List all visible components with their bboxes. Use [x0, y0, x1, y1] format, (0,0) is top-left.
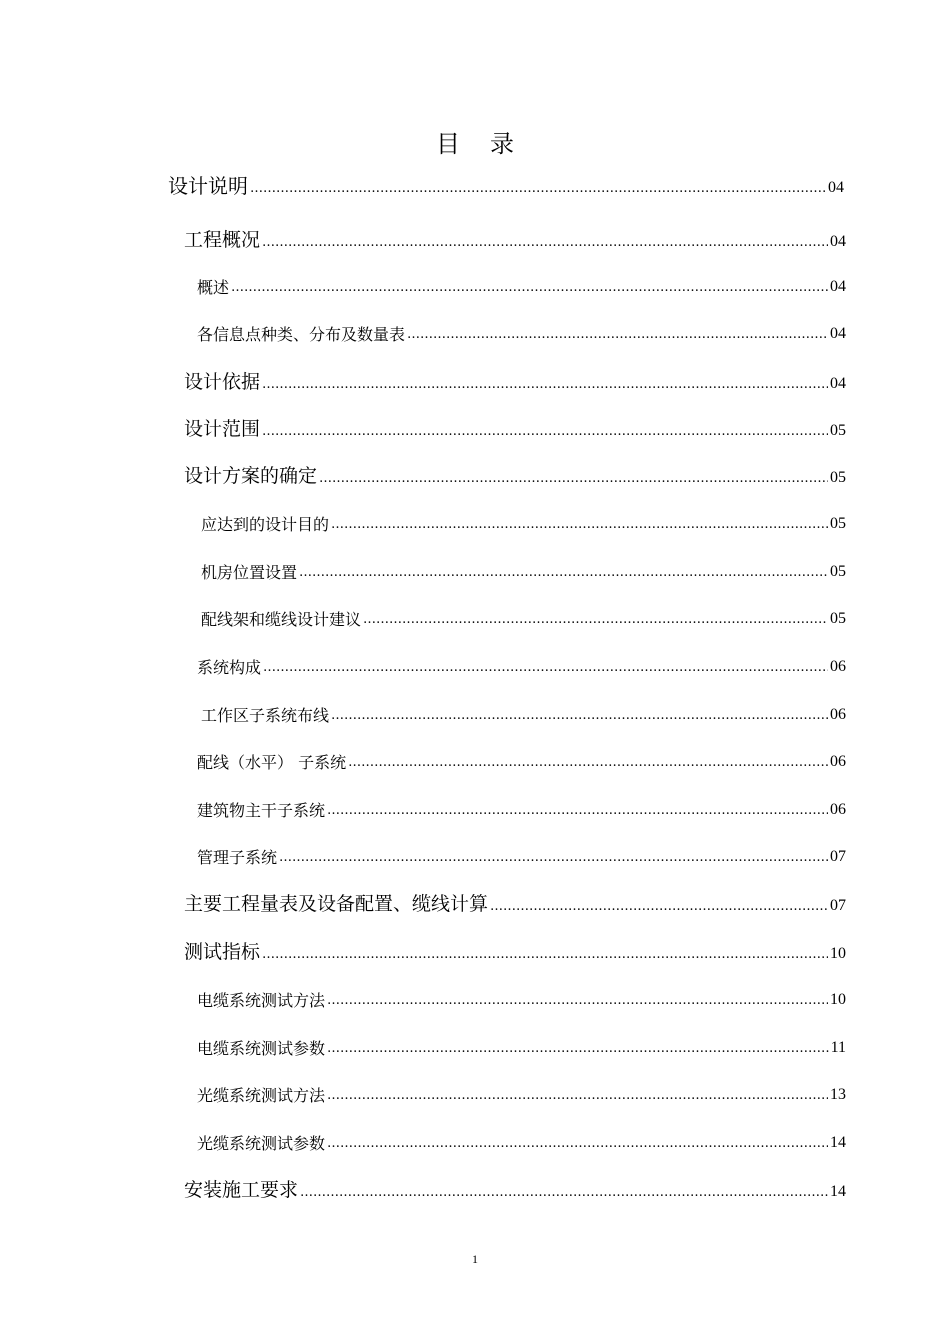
- toc-leader-dots: [490, 900, 828, 913]
- toc-entry[interactable]: [184, 465, 846, 488]
- toc-entry[interactable]: [197, 1086, 846, 1105]
- toc-entry-label: 工作区子系统布线: [201, 706, 330, 725]
- toc-entry[interactable]: [201, 610, 846, 629]
- toc-entry[interactable]: [201, 515, 846, 534]
- page-number: 1: [472, 1252, 478, 1266]
- toc-leader-dots: [263, 661, 828, 674]
- toc-entry-label: 安装施工要求: [184, 1179, 299, 1201]
- toc-entry-label: 光缆系统测试方法: [197, 1086, 326, 1105]
- toc-entry-label: 概述: [197, 278, 230, 297]
- toc-entry-page: 13: [830, 1086, 846, 1104]
- toc-entry-page: 05: [830, 610, 846, 628]
- toc-leader-dots: [262, 425, 828, 438]
- toc-entry[interactable]: [168, 174, 844, 198]
- toc-entry-label: 配线（水平） 子系统: [197, 753, 347, 772]
- toc-entry-label: 设计说明: [168, 174, 248, 198]
- toc-entry-page: 05: [830, 421, 846, 439]
- toc-entry-label: 光缆系统测试参数: [197, 1134, 326, 1153]
- toc-entry-label: 配线架和缆线设计建议: [201, 610, 362, 629]
- toc-leader-dots: [331, 709, 828, 722]
- toc-entry-page: 05: [830, 563, 846, 581]
- toc-leader-dots: [231, 281, 828, 294]
- toc-entry[interactable]: [184, 229, 846, 252]
- toc-entry-label: 建筑物主干子系统: [197, 801, 326, 820]
- toc-entry-page: 14: [830, 1182, 846, 1200]
- toc-entry[interactable]: [197, 1039, 846, 1058]
- toc-entry[interactable]: [197, 278, 846, 297]
- toc-leader-dots: [319, 472, 828, 485]
- toc-entry[interactable]: [184, 893, 846, 916]
- toc-entry[interactable]: [201, 563, 846, 582]
- toc-entry[interactable]: [184, 418, 846, 441]
- toc-leader-dots: [348, 756, 828, 769]
- toc-entry-page: 07: [830, 848, 846, 866]
- toc-entry-label: 主要工程量表及设备配置、缆线计算: [184, 893, 489, 915]
- toc-entry-label: 管理子系统: [197, 848, 278, 867]
- toc-entry-page: 06: [830, 706, 846, 724]
- toc-entry-label: 设计方案的确定: [184, 465, 318, 487]
- toc-entry[interactable]: [197, 1134, 846, 1153]
- toc-entry-page: 06: [830, 658, 846, 676]
- toc-entry-label: 电缆系统测试参数: [197, 1039, 326, 1058]
- toc-entry[interactable]: [197, 991, 846, 1010]
- toc-leader-dots: [299, 566, 828, 579]
- toc-leader-dots: [250, 182, 826, 195]
- toc-leader-dots: [327, 994, 828, 1007]
- toc-entry[interactable]: [197, 801, 846, 820]
- toc-entry-label: 电缆系统测试方法: [197, 991, 326, 1010]
- toc-entry-label: 系统构成: [197, 658, 262, 677]
- toc-entry[interactable]: [197, 325, 846, 344]
- toc-leader-dots: [327, 1137, 828, 1150]
- toc-leader-dots: [327, 1042, 829, 1055]
- toc-entry-label: 应达到的设计目的: [201, 515, 330, 534]
- toc-entry[interactable]: [201, 706, 846, 725]
- toc-leader-dots: [331, 518, 828, 531]
- toc-entry-page: 04: [830, 374, 846, 392]
- toc-entry-page: 10: [830, 944, 846, 962]
- toc-entry-label: 各信息点种类、分布及数量表: [197, 325, 406, 344]
- toc-entry-page: 11: [830, 1039, 846, 1057]
- toc-entry-page: 04: [830, 278, 846, 296]
- toc-leader-dots: [407, 328, 828, 341]
- toc-entry[interactable]: [184, 1179, 846, 1202]
- toc-entry-page: 10: [830, 991, 846, 1009]
- toc-entry-page: 05: [830, 515, 846, 533]
- toc-leader-dots: [262, 236, 828, 249]
- toc-entry-page: 04: [830, 232, 846, 250]
- toc-entry[interactable]: [197, 848, 846, 867]
- toc-entry-page: 06: [830, 753, 846, 771]
- toc-entry-label: 机房位置设置: [201, 563, 298, 582]
- toc-entry[interactable]: [184, 941, 846, 964]
- toc-leader-dots: [262, 378, 828, 391]
- toc-leader-dots: [279, 851, 828, 864]
- toc-entry-page: 14: [830, 1134, 846, 1152]
- toc-entry-page: 07: [830, 896, 846, 914]
- toc-entry[interactable]: [184, 371, 846, 394]
- toc-entry-page: 05: [830, 468, 846, 486]
- toc-entry-label: 工程概况: [184, 229, 261, 251]
- toc-leader-dots: [363, 613, 828, 626]
- toc-entry-page: 04: [830, 325, 846, 343]
- toc-leader-dots: [300, 1186, 828, 1199]
- toc-entry[interactable]: [197, 658, 846, 677]
- toc-entry-label: 测试指标: [184, 941, 261, 963]
- toc-entry-page: 04: [828, 179, 844, 196]
- toc-entry-label: 设计依据: [184, 371, 261, 393]
- toc-entry-label: 设计范围: [184, 418, 261, 440]
- toc-leader-dots: [327, 804, 828, 817]
- toc-leader-dots: [327, 1089, 828, 1102]
- toc-entry[interactable]: [197, 753, 846, 772]
- toc-leader-dots: [262, 948, 828, 961]
- toc-title: 目录: [436, 130, 544, 158]
- toc-entry-page: 06: [830, 801, 846, 819]
